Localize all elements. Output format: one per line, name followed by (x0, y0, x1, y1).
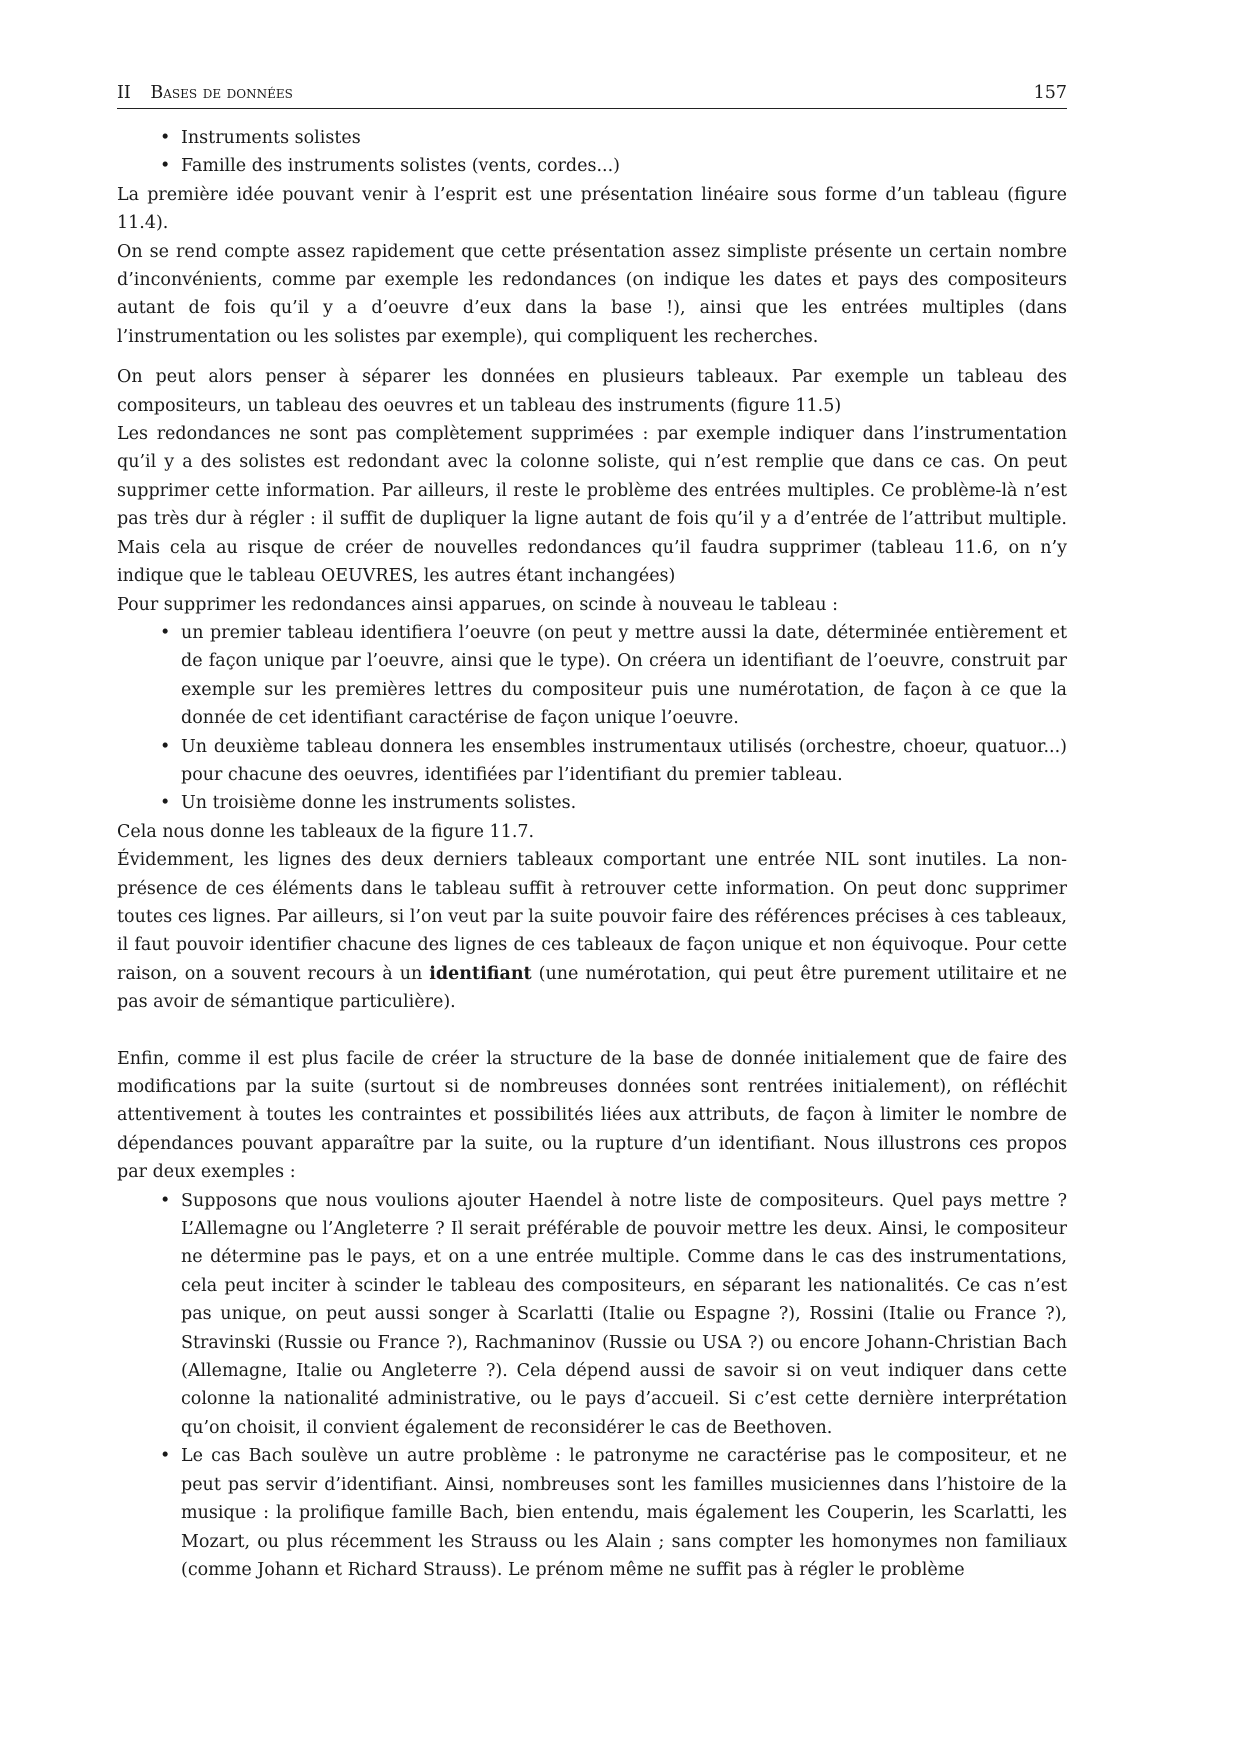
paragraph: On peut alors penser à séparer les données en plusieurs tableaux. Par exemple un tableau des compositeurs, un tableau des oeuvres et un tableau des instruments (figure 11.5) (117, 367, 1067, 416)
body-text (117, 124, 1067, 1584)
list-item: • Famille des instruments solistes (vents, cordes...) (181, 152, 1067, 180)
page-number: 157 (1033, 83, 1067, 103)
running-header (117, 82, 1067, 109)
paragraph-identifiant (117, 846, 1067, 1016)
document-page (117, 82, 1067, 1584)
bullet-list-split (117, 619, 1067, 818)
paragraph-text: Évidemment, les lignes des deux derniers tableaux comportant une entrée NIL sont inutiles. La non-présence de ces éléments dans le tableau suffit à retrouver cette information. On peut donc supprimer toutes ces lignes. Par ailleurs, si l’on veut par la suite pouvoir faire des références précises à ces tableaux, il faut pouvoir identifier chacune des lignes de ces tableaux de façon unique et non équivoque. Pour cette raison, on a souvent recours à un (117, 850, 1067, 984)
paragraph-text: (une numérotation, qui peut être purement utilitaire et ne pas avoir de sémantique particulière). (117, 963, 1067, 1013)
list-item: • un premier tableau identifiera l’oeuvre (on peut y mettre aussi la date, déterminée entièrement et de façon unique par l’oeuvre, ainsi que le type). On créera un identifiant de l’oeuvre, construit par exemple sur les premières lettres du compositeur puis une numérotation, de façon à ce que la donnée de cet identifiant caractérise de façon unique l’oeuvre. (181, 619, 1067, 733)
paragraph: Enfin, comme il est plus facile de créer la structure de la base de donnée initialement que de faire des modifications par la suite (surtout si de nombreuses données sont rentrées initialement), on réfléchit attentivement à toutes les contraintes et possibilités liées aux attributs, de façon à limiter le nombre de dépendances pouvant apparaître par la suite, ou la rupture d’un identifiant. Nous illustrons ces propos par deux exemples : (117, 1048, 1067, 1183)
paragraph: La première idée pouvant venir à l’esprit est une présentation linéaire sous forme d’un tableau (figure 11.4). (117, 184, 1067, 234)
chapter-title: Bases de données (150, 83, 293, 103)
chapter-number: II (117, 83, 131, 103)
paragraph: On se rend compte assez rapidement que cette présentation assez simpliste présente un certain nombre d’inconvénients, comme par exemple les redondances (on indique les dates et pays des compositeurs autant de fois qu’il y a d’oeuvre d’eux dans la base !), ainsi que les entrées multiples (dans l’instrumentation ou les solistes par exemple), qui compliquent les recherches. (117, 241, 1067, 347)
list-item: • Instruments solistes (181, 124, 1067, 152)
paragraph: Pour supprimer les redondances ainsi apparues, on scinde à nouveau le tableau : (117, 594, 838, 615)
list-item: • Un deuxième tableau donnera les ensembles instrumentaux utilisés (orchestre, choeur, quatuor...) pour chacune des oeuvres, identifiées par l’identifiant du premier tableau. (181, 733, 1067, 790)
header-title-group (117, 82, 293, 104)
list-item: • Supposons que nous voulions ajouter Haendel à notre liste de compositeurs. Quel pays mettre ? L’Allemagne ou l’Angleterre ? Il serait préférable de pouvoir mettre les deux. Ainsi, le compositeur ne détermine pas le pays, et on a une entrée multiple. Comme dans le cas des instrumentations, cela peut inciter à scinder le tableau des compositeurs, en séparant les nationalités. Ce cas n’est pas unique, on peut aussi songer à Scarlatti (Italie ou Espagne ?), Rossini (Italie ou France ?), Stravinski (Russie ou France ?), Rachmaninov (Russie ou USA ?) ou encore Johann-Christian Bach (Allemagne, Italie ou Angleterre ?). Cela dépend aussi de savoir si on veut indiquer dans cette colonne la nationalité administrative, ou le pays d’accueil. Si c’est cette dernière interprétation qu’on choisit, il convient également de reconsidérer le cas de Beethoven. (181, 1187, 1067, 1443)
list-item: • Un troisième donne les instruments solistes. (181, 789, 1067, 817)
bullet-list-attributes (117, 124, 1067, 181)
paragraph: Les redondances ne sont pas complètement supprimées : par exemple indiquer dans l’instrumentation qu’il y a des solistes est redondant avec la colonne soliste, qui n’est remplie que dans ce cas. On peut supprimer cette information. Par ailleurs, il reste le problème des entrées multiples. Ce problème-là n’est pas très dur à régler : il suffit de dupliquer la ligne autant de fois qu’il y a d’entrée de l’attribut multiple. Mais cela au risque de créer de nouvelles redondances qu’il faudra supprimer (tableau 11.6, on n’y indique que le tableau OEUVRES, les autres étant inchangées) (117, 424, 1067, 587)
term-identifiant: identifiant (429, 963, 532, 984)
paragraph: Cela nous donne les tableaux de la figure 11.7. (117, 821, 535, 842)
bullet-list-examples (117, 1187, 1067, 1585)
list-item: • Le cas Bach soulève un autre problème : le patronyme ne caractérise pas le compositeur, et ne peut pas servir d’identifiant. Ainsi, nombreuses sont les familles musiciennes dans l’histoire de la musique : la prolifique famille Bach, bien entendu, mais également les Couperin, les Scarlatti, les Mozart, ou plus récemment les Strauss ou les Alain ; sans compter les homonymes non familiaux (comme Johann et Richard Strauss). Le prénom même ne suffit pas à régler le problème (181, 1442, 1067, 1584)
